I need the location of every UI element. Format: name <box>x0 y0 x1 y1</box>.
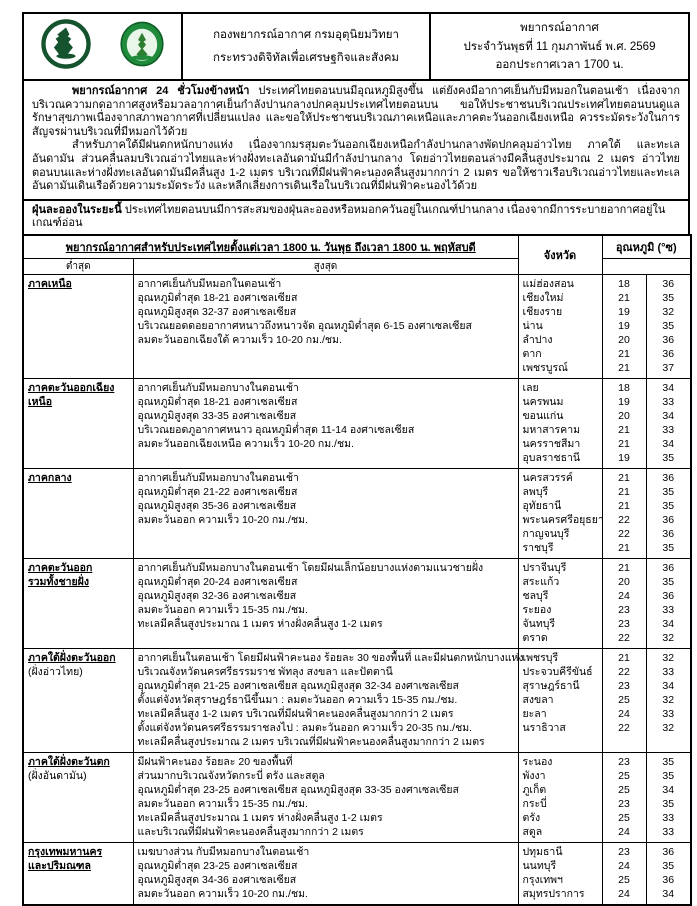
max-temp-value: 35 <box>662 499 675 512</box>
min-temp-cell <box>602 274 646 378</box>
province-name: ตราด <box>522 631 548 644</box>
region-name-cell <box>23 842 133 905</box>
province-name: พระนครศรีอยุธยา <box>522 513 604 526</box>
province-name: นราธิวาส <box>522 721 566 734</box>
max-temp-value: 35 <box>662 797 675 810</box>
min-temp-value: 21 <box>618 291 630 304</box>
max-temp-value: 36 <box>662 513 675 526</box>
min-temp-value: 23 <box>618 679 630 692</box>
region-row <box>23 378 691 468</box>
region-name: รวมทั้งชายฝั่ง <box>28 575 89 588</box>
region-subname: (ฝั่งอันดามัน) <box>28 769 87 782</box>
forecast-line: ลมตะวันออกเฉียงเหนือ ความเร็ว 10-20 กม./ชม. <box>137 437 354 450</box>
min-temp-value: 21 <box>618 437 630 450</box>
forecast-line: อุณหภูมิต่ำสุด 18-21 องศาเซลเซียส <box>137 395 298 408</box>
max-temp-value: 36 <box>662 277 675 290</box>
province-name: สตูล <box>522 825 543 838</box>
column-header-min-temp: ต่ำสุด <box>23 258 133 274</box>
region-name: ภาคตะวันออก <box>28 561 93 574</box>
forecast-line: อุณหภูมิสูงสุด 33-35 องศาเซลเซียส <box>137 409 297 422</box>
region-name: ภาคเหนือ <box>28 277 72 290</box>
min-temp-value: 21 <box>618 651 630 664</box>
region-forecast-cell <box>133 648 524 752</box>
min-temp-value: 21 <box>618 499 630 512</box>
province-name: อุบลราชธานี <box>522 451 581 464</box>
max-temp-value: 36 <box>662 845 675 858</box>
max-temp-value: 32 <box>662 693 675 706</box>
max-temp-value: 34 <box>662 409 675 422</box>
forecast-line: บริเวณจังหวัดนครศรีธรรมราช พัทลุง สงขลา และปัตตานี <box>137 665 393 678</box>
min-temp-value: 24 <box>618 887 630 900</box>
bulletin-title-block <box>431 14 688 79</box>
province-name: น่าน <box>522 319 543 332</box>
province-name: ราชบุรี <box>522 541 554 554</box>
max-temp-value: 36 <box>662 527 675 540</box>
min-temp-value: 20 <box>618 575 630 588</box>
dust-paragraph-body: ประเทศไทยตอนบนมีการสะสมของฝุ่นละอองหรือหมอกควันอยู่ในเกณฑ์ปานกลาง เนื่องจากมีการระบายอากาศอยู่ในเกณฑ์อ่อน <box>32 203 666 230</box>
forecast-line: บริเวณยอดภูอากาศหนาว อุณหภูมิต่ำสุด 11-14 องศาเซลเซียส <box>137 423 415 436</box>
forecast-line: อุณหภูมิต่ำสุด 21-22 องศาเซลเซียส <box>137 485 298 498</box>
forecast-line: ทะเลมีคลื่นสูงประมาณ 2 เมตร บริเวณที่มีฝนฟ้าคะนองคลื่นสูงมากกว่า 2 เมตร <box>137 735 485 748</box>
province-name: ปทุมธานี <box>522 845 563 858</box>
province-name: แม่ฮ่องสอน <box>522 277 574 290</box>
min-temp-value: 18 <box>618 381 630 394</box>
dust-paragraph-lead: ฝุ่นละอองในระยะนี้ <box>32 203 122 216</box>
min-temp-cell <box>602 378 646 468</box>
forecast-line: อากาศเย็นกับมีหมอกบางในตอนเช้า โดยมีฝนเล็กน้อยบางแห่งตามแนวชายฝั่ง <box>137 561 484 574</box>
forecast-line: ตั้งแต่จังหวัดสุราษฎร์ธานีขึ้นมา : ลมตะวันออก ความเร็ว 15-35 กม./ชม. <box>137 693 458 706</box>
dust-box <box>22 199 690 236</box>
province-list-cell <box>518 378 602 468</box>
summary-paragraph-2: สำหรับภาคใต้มีฝนตกหนักบางแห่ง เนื่องจากมรสุมตะวันออกเฉียงเหนือกำลังปานกลางพัดปกคลุมอ่าวไทย ภาคใต้ และทะเลอันดามัน ส่วนคลื่นลมบริเวณอ่าวไทยและห่างฝั่งทะเลอันดามันมีกำลังปานกลาง โดยอ่าวไทยตอนล่างมีคลื่นสูงประมาณ 2 เมตร อ่าวไทยตอนบนและห่างฝั่งทะเลอันดามันมีคลื่นสูง 1-2 เมตร บริเวณที่มีฝนฟ้าคะนองคลื่นสูงมากกว่า 2 เมตร ขอให้ชาวเรือบริเวณอ่าวไทยและทะเลอันดามันเดินเรือด้วยความระมัดระวัง และหลีกเลี่ยงการเดินเรือในบริเวณที่มีฝนฟ้าคะนองไว้ด้วย <box>32 139 680 193</box>
forecast-line: อุณหภูมิสูงสุด 34-36 องศาเซลเซียส <box>137 873 297 886</box>
region-forecast-cell <box>133 378 518 468</box>
forecast-table-header <box>23 235 691 275</box>
province-name: ประจวบคีรีขันธ์ <box>522 665 593 678</box>
max-temp-value: 36 <box>662 561 675 574</box>
region-forecast-cell <box>133 274 518 378</box>
min-temp-value: 21 <box>618 471 630 484</box>
province-name: ตรัง <box>522 811 541 824</box>
province-name: อุทัยธานี <box>522 499 562 512</box>
bulletin-date: ประจำวันพุธที่ 11 กุมภาพันธ์ พ.ศ. 2569 <box>463 40 656 53</box>
min-temp-value: 20 <box>618 409 630 422</box>
max-temp-value: 33 <box>662 811 675 824</box>
province-name: นครราชสีมา <box>522 437 581 450</box>
province-name: ปราจีนบุรี <box>522 561 567 574</box>
forecast-line: เมฆบางส่วน กับมีหมอกบางในตอนเช้า <box>137 845 310 858</box>
province-name: นครพนม <box>522 395 564 408</box>
summary-paragraph-1-body: ประเทศไทยตอนบนมีอุณหภูมิสูงขึ้น แต่ยังคงมีอากาศเย็นกับมีหมอกในตอนเช้า เนื่องจากบริเวณความกดอากาศสูงหรือมวลอากาศเย็นกำลังปานกลางปกคลุมประเทศไทยตอนบน ขอให้ประชาชนบริเวณประเทศไทยตอนบนดูแลรักษาสุขภาพเนื่องจากสภาพอากาศที่เปลี่ยนแปลง และขอให้ประชาชนบริเวณภาคเหนือและภาคตะวันออกเฉียงเหนือ ควรระมัดระวังในการสัญจรผ่านบริเวณที่มีหมอกไว้ด้วย <box>32 85 680 138</box>
min-temp-value: 25 <box>618 693 630 706</box>
max-temp-value: 34 <box>662 679 675 692</box>
province-name: ภูเก็ต <box>522 783 547 796</box>
min-temp-cell <box>602 752 646 842</box>
region-name: ภาคใต้ฝั่งตะวันตก <box>28 755 110 768</box>
min-temp-value: 23 <box>618 755 630 768</box>
max-temp-value: 34 <box>662 617 675 630</box>
min-temp-value: 24 <box>618 589 630 602</box>
region-forecast-cell <box>133 752 518 842</box>
column-header-temperature: อุณหภูมิ (°ซ) <box>602 235 691 259</box>
max-temp-value: 35 <box>662 541 675 554</box>
bulletin-content <box>22 12 690 906</box>
min-temp-value: 18 <box>618 277 630 290</box>
min-temp-value: 22 <box>618 631 630 644</box>
max-temp-value: 34 <box>662 887 675 900</box>
max-temp-value: 34 <box>662 381 675 394</box>
min-temp-value: 23 <box>618 845 630 858</box>
max-temp-value: 35 <box>662 859 675 872</box>
min-temp-cell <box>602 648 646 752</box>
forecast-line: บริเวณยอดดอยอากาศหนาวถึงหนาวจัด อุณหภูมิต่ำสุด 6-15 องศาเซลเซียส <box>137 319 472 332</box>
forecast-line: อากาศเย็นในตอนเช้า โดยมีฝนฟ้าคะนอง ร้อยละ 30 ของพื้นที่ และมีฝนตกหนักบางแห่ง <box>137 651 524 664</box>
region-row <box>23 648 691 752</box>
max-temp-value: 36 <box>662 471 675 484</box>
bulletin-header <box>22 12 690 81</box>
region-name: ภาคกลาง <box>28 471 72 484</box>
tmd-seal-icon <box>118 20 166 73</box>
province-name: ลำปาง <box>522 333 553 346</box>
min-temp-value: 25 <box>618 873 630 886</box>
agency-name-block <box>183 14 431 79</box>
forecast-line: ทะเลมีคลื่นสูงประมาณ 1 เมตร ห่างฝั่งคลื่นสูง 1-2 เมตร <box>137 811 383 824</box>
forecast-line: ทะเลมีคลื่นสูง 1-2 เมตร บริเวณที่มีฝนฟ้าคะนองคลื่นสูงมากกว่า 2 เมตร <box>137 707 454 720</box>
max-temp-value: 35 <box>662 291 675 304</box>
province-name: จันทบุรี <box>522 617 556 630</box>
max-temp-value: 34 <box>662 437 675 450</box>
forecast-line: ลมตะวันออก ความเร็ว 15-35 กม./ชม. <box>137 797 308 810</box>
forecast-line: ลมตะวันออก ความเร็ว 10-20 กม./ชม. <box>137 513 308 526</box>
region-name: และปริมณฑล <box>28 859 91 872</box>
region-forecast-cell <box>133 842 518 905</box>
max-temp-value: 33 <box>662 603 675 616</box>
province-name: เชียงราย <box>522 305 563 318</box>
region-row <box>23 842 691 905</box>
region-name-cell <box>23 648 133 752</box>
max-temp-value: 33 <box>662 395 675 408</box>
province-name: ตาก <box>522 347 542 360</box>
min-temp-value: 24 <box>618 707 630 720</box>
min-temp-value: 21 <box>618 347 630 360</box>
province-name: มหาสารคาม <box>522 423 581 436</box>
agency-name-line: กระทรวงดิจิทัลเพื่อเศรษฐกิจและสังคม <box>213 52 399 65</box>
min-temp-value: 24 <box>618 859 630 872</box>
forecast-line: ลมตะวันออกเฉียงใต้ ความเร็ว 10-20 กม./ชม. <box>137 333 342 346</box>
region-name: กรุงเทพมหานคร <box>28 845 103 858</box>
province-name: สุราษฎร์ธานี <box>522 679 580 692</box>
max-temp-value: 36 <box>662 873 675 886</box>
forecast-line: อุณหภูมิต่ำสุด 18-21 องศาเซลเซียส <box>137 291 298 304</box>
province-name: เชียงใหม่ <box>522 291 564 304</box>
max-temp-cell <box>646 558 691 648</box>
max-temp-value: 35 <box>662 451 675 464</box>
max-temp-cell <box>646 468 691 558</box>
forecast-line: อุณหภูมิสูงสุด 32-37 องศาเซลเซียส <box>137 305 297 318</box>
min-temp-value: 22 <box>618 527 630 540</box>
ministry-seal-icon <box>40 18 92 75</box>
min-temp-value: 25 <box>618 769 630 782</box>
region-name-cell <box>23 378 133 468</box>
max-temp-value: 32 <box>662 305 675 318</box>
region-name: ภาคใต้ฝั่งตะวันออก <box>28 651 116 664</box>
max-temp-value: 33 <box>662 423 675 436</box>
province-name: เลย <box>522 381 539 394</box>
region-name-cell <box>23 468 133 558</box>
max-temp-value: 35 <box>662 769 675 782</box>
summary-box <box>22 79 690 201</box>
max-temp-value: 32 <box>662 651 675 664</box>
max-temp-cell <box>646 648 691 752</box>
min-temp-value: 23 <box>618 617 630 630</box>
forecast-line: ลมตะวันออก ความเร็ว 10-20 กม./ชม. <box>137 887 308 900</box>
forecast-line: ลมตะวันออก ความเร็ว 15-35 กม./ชม. <box>137 603 308 616</box>
province-name: สมุทรปราการ <box>522 887 585 900</box>
province-name: ยะลา <box>522 707 547 720</box>
max-temp-value: 33 <box>662 825 675 838</box>
min-temp-cell <box>602 842 646 905</box>
min-temp-value: 19 <box>618 319 630 332</box>
province-name: สงขลา <box>522 693 554 706</box>
min-temp-value: 19 <box>618 451 630 464</box>
max-temp-value: 32 <box>662 721 675 734</box>
min-temp-value: 22 <box>618 721 630 734</box>
province-name: กระบี่ <box>522 797 547 810</box>
province-list-cell <box>518 468 602 558</box>
min-temp-value: 21 <box>618 361 630 374</box>
province-list-cell <box>518 842 602 905</box>
max-temp-value: 32 <box>662 631 675 644</box>
bulletin-issue-time: ออกประกาศเวลา 1700 น. <box>495 59 624 72</box>
max-temp-value: 35 <box>662 575 675 588</box>
column-header-province: จังหวัด <box>518 235 602 275</box>
min-temp-value: 19 <box>618 395 630 408</box>
min-temp-cell <box>602 558 646 648</box>
province-name: ระยอง <box>522 603 552 616</box>
min-temp-value: 24 <box>618 825 630 838</box>
max-temp-value: 34 <box>662 783 675 796</box>
forecast-line: อุณหภูมิต่ำสุด 20-24 องศาเซลเซียส <box>137 575 298 588</box>
province-name: เพชรบูรณ์ <box>522 361 568 374</box>
province-name: ชลบุรี <box>522 589 549 602</box>
province-list-cell <box>518 752 602 842</box>
min-temp-value: 20 <box>618 333 630 346</box>
max-temp-cell <box>646 842 691 905</box>
region-name-cell <box>23 558 133 648</box>
max-temp-cell <box>646 378 691 468</box>
province-name: นนทบุรี <box>522 859 557 872</box>
region-row <box>23 752 691 842</box>
province-name: ขอนแก่น <box>522 409 564 422</box>
forecast-line: อุณหภูมิต่ำสุด 23-25 องศาเซลเซียส อุณหภูมิสูงสุด 33-35 องศาเซลเซียส <box>137 783 459 796</box>
forecast-line: และบริเวณที่มีฝนฟ้าคะนองคลื่นสูงมากกว่า 2 เมตร <box>137 825 364 838</box>
max-temp-value: 35 <box>662 755 675 768</box>
region-name: ภาคตะวันออกเฉียงเหนือ <box>28 381 115 408</box>
min-temp-value: 19 <box>618 305 630 318</box>
forecast-table <box>22 234 692 906</box>
forecast-line: ส่วนมากบริเวณจังหวัดกระบี่ ตรัง และสตูล <box>137 769 325 782</box>
min-temp-value: 21 <box>618 485 630 498</box>
min-temp-value: 25 <box>618 811 630 824</box>
province-name: ระนอง <box>522 755 553 768</box>
forecast-line: ตั้งแต่จังหวัดนครศรีธรรมราชลงไป : ลมตะวันออก ความเร็ว 20-35 กม./ชม. <box>137 721 473 734</box>
forecast-line: อากาศเย็นกับมีหมอกบางในตอนเช้า <box>137 381 299 394</box>
region-name-cell <box>23 274 133 378</box>
max-temp-cell <box>646 274 691 378</box>
forecast-line: อุณหภูมิสูงสุด 32-36 องศาเซลเซียส <box>137 589 297 602</box>
province-list-cell <box>518 558 602 648</box>
max-temp-value: 33 <box>662 707 675 720</box>
forecast-line: อุณหภูมิสูงสุด 35-36 องศาเซลเซียส <box>137 499 297 512</box>
province-name: กรุงเทพฯ <box>522 873 563 886</box>
max-temp-value: 36 <box>662 333 675 346</box>
min-temp-value: 25 <box>618 783 630 796</box>
column-header-max-temp: สูงสุด <box>133 258 518 274</box>
region-row <box>23 468 691 558</box>
forecast-line: มีฝนฟ้าคะนอง ร้อยละ 20 ของพื้นที่ <box>137 755 293 768</box>
region-row <box>23 274 691 378</box>
summary-paragraph-1 <box>32 85 680 139</box>
max-temp-value: 36 <box>662 347 675 360</box>
forecast-line: อุณหภูมิต่ำสุด 23-25 องศาเซลเซียส <box>137 859 298 872</box>
bulletin-title: พยากรณ์อากาศ <box>520 21 599 34</box>
max-temp-cell <box>646 752 691 842</box>
region-forecast-cell <box>133 468 518 558</box>
province-name: นครสวรรค์ <box>522 471 573 484</box>
min-temp-value: 21 <box>618 561 630 574</box>
max-temp-value: 33 <box>662 665 675 678</box>
agency-name-line: กองพยากรณ์อากาศ กรมอุตุนิยมวิทยา <box>213 28 399 41</box>
region-name-cell <box>23 752 133 842</box>
forecast-line: อากาศเย็นกับมีหมอกในตอนเช้า <box>137 277 282 290</box>
max-temp-value: 36 <box>662 589 675 602</box>
header-logos <box>24 14 183 79</box>
min-temp-value: 23 <box>618 603 630 616</box>
summary-paragraph-1-lead: พยากรณ์อากาศ 24 ชั่วโมงข้างหน้า <box>72 85 250 97</box>
province-list-cell <box>518 274 602 378</box>
province-list-cell <box>518 648 602 752</box>
min-temp-value: 23 <box>618 797 630 810</box>
region-row <box>23 558 691 648</box>
min-temp-value: 22 <box>618 513 630 526</box>
min-temp-value: 22 <box>618 665 630 678</box>
region-subname: (ฝั่งอ่าวไทย) <box>28 665 83 678</box>
province-name: ลพบุรี <box>522 485 549 498</box>
forecast-line: อุณหภูมิต่ำสุด 21-25 องศาเซลเซียส อุณหภูมิสูงสุด 32-34 องศาเซลเซียส <box>137 679 459 692</box>
forecast-line: อากาศเย็นกับมีหมอกบางในตอนเช้า <box>137 471 299 484</box>
forecast-table-body <box>23 274 691 905</box>
forecast-line: ทะเลมีคลื่นสูงประมาณ 1 เมตร ห่างฝั่งคลื่นสูง 1-2 เมตร <box>137 617 383 630</box>
max-temp-value: 35 <box>662 485 675 498</box>
min-temp-value: 21 <box>618 423 630 436</box>
province-name: เพชรบุรี <box>522 651 559 664</box>
table-title: พยากรณ์อากาศสำหรับประเทศไทยตั้งแต่เวลา 1800 น. วันพุธ ถึงเวลา 1800 น. พฤหัสบดี <box>23 235 518 259</box>
min-temp-cell <box>602 468 646 558</box>
max-temp-value: 37 <box>662 361 675 374</box>
max-temp-value: 35 <box>662 319 675 332</box>
province-name: สระแก้ว <box>522 575 560 588</box>
region-forecast-cell <box>133 558 518 648</box>
province-name: กาญจนบุรี <box>522 527 570 540</box>
min-temp-value: 21 <box>618 541 630 554</box>
province-name: พังงา <box>522 769 546 782</box>
